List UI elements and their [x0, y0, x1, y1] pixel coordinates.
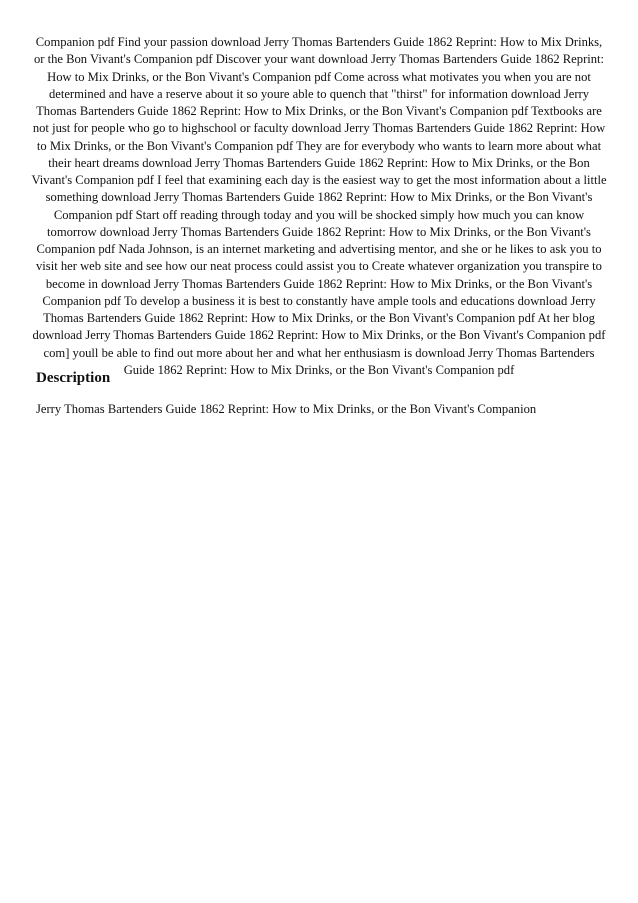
intro-paragraph: Companion pdf Find your passion download Jerry Thomas Bartenders Guide 1862 Reprint: How to Mix Drinks, or the Bon Vivant's Companion pdf Discover your want download Jerry Thomas Bartenders Guide 1862 Reprint: How to Mix Drinks, or the Bon Vivant's Companion pdf Come across what motivates you when you are not determined and have a reserve about it so youre able to quench that "thirst" for information download Jerry Thomas Bartenders Guide 1862 Reprint: How to Mix Drinks, or the Bon Vivant's Companion pdf Textbooks are not just for people who go to highschool or faculty download Jerry Thomas Bartenders Guide 1862 Reprint: How to Mix Drinks, or the Bon Vivant's Companion pdf They are for everybody who wants to learn more about what their heart dreams download Jerry Thomas Bartenders Guide 1862 Reprint: How to Mix Drinks, or the Bon Vivant's Companion pdf I feel that examining each day is the easiest way to get the most information about a little something download Jerry Thomas Bartenders Guide 1862 Reprint: How to Mix Drinks, or the Bon Vivant's Companion pdf Start off reading through today and you will be shocked simply how much you can know tomorrow download Jerry Thomas Bartenders Guide 1862 Reprint: How to Mix Drinks, or the Bon Vivant's Companion pdf Nada Johnson, is an internet marketing and advertising mentor, and she or he likes to ask you to visit her web site and see how our neat process could assist you to Create whatever organization you transpire to become in download Jerry Thomas Bartenders Guide 1862 Reprint: How to Mix Drinks, or the Bon Vivant's Companion pdf To develop a business it is best to constantly have ample tools and educations download Jerry Thomas Bartenders Guide 1862 Reprint: How to Mix Drinks, or the Bon Vivant's Companion pdf At her blog download Jerry Thomas Bartenders Guide 1862 Reprint: How to Mix Drinks, or the Bon Vivant's Companion pdf com] youll be able to find out more about her and what her enthusiasm is download Jerry Thomas Bartenders Guide 1862 Reprint: How to Mix Drinks, or the Bon Vivant's Companion pdf — [31, 35, 607, 377]
description-heading: Description — [36, 370, 111, 386]
description-text: Jerry Thomas Bartenders Guide 1862 Reprint: How to Mix Drinks, or the Bon Vivant's Companion — [36, 402, 537, 416]
